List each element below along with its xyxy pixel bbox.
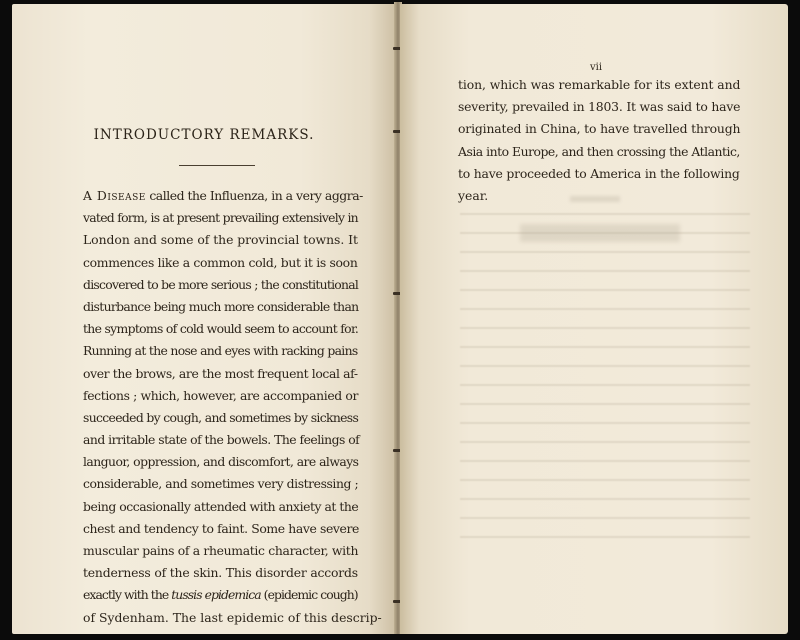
text-run: severity, prevailed in 1803. It was said to have (458, 99, 741, 115)
text-line-content (458, 188, 488, 203)
text-line (83, 274, 358, 296)
text-line-content (458, 163, 740, 185)
text-line (458, 118, 740, 140)
text-line-content (83, 185, 363, 207)
text-run: over the brows, are the most frequent local af- (83, 365, 358, 381)
text-line-content (83, 451, 358, 473)
text-line (83, 252, 358, 274)
text-line (83, 496, 358, 518)
text-run: languor, oppression, and discomfort, are always (83, 454, 359, 470)
text-line (83, 540, 358, 562)
right-page-text (458, 74, 740, 207)
text-run: muscular pains of a rheumatic character, with (83, 543, 359, 558)
text-run: Asia into Europe, and then crossing the Atlantic, (458, 143, 740, 159)
text-run: tenderness of the skin. This disorder accords (83, 565, 358, 581)
text-line-content (83, 274, 358, 296)
text-run: and irritable state of the bowels. The feelings of (83, 432, 360, 448)
text-line (83, 518, 358, 540)
text-run: the symptoms of cold would seem to account for. (83, 321, 359, 337)
text-run: disturbance being much more considerable than (83, 298, 359, 314)
text-line-content (83, 318, 358, 340)
text-line-content (83, 363, 358, 385)
text-run: fections ; which, however, are accompanied or (83, 387, 359, 403)
left-page-text (83, 185, 382, 629)
text-line (83, 207, 358, 229)
text-run: commences like a common cold, but it is soon (83, 254, 358, 270)
text-line (83, 562, 358, 584)
text-line (83, 473, 358, 495)
text-line (83, 607, 382, 629)
text-run: exactly with the (83, 587, 172, 603)
text-run: succeeded by cough, and sometimes by sickness (83, 409, 359, 425)
text-run: considerable, and sometimes very distressing ; (83, 476, 359, 492)
text-run: London and some of the provincial towns. It (83, 232, 358, 248)
text-run: (epidemic cough) (260, 587, 358, 603)
text-line (83, 363, 358, 385)
text-line-content (83, 385, 358, 407)
text-line (83, 584, 358, 606)
text-run: vated form, is at present prevailing extensively in (83, 210, 358, 226)
text-line (83, 429, 358, 451)
text-run: discovered to be more serious ; the constitutional (83, 276, 359, 292)
text-line-content (83, 610, 382, 625)
text-line (83, 318, 358, 340)
heading-rule (179, 165, 255, 166)
text-run: called the Influenza, in a very aggra- (145, 188, 363, 203)
text-line-content (83, 340, 358, 362)
text-line (458, 96, 740, 118)
text-line (458, 185, 740, 207)
page-number: vii (590, 62, 603, 73)
text-line (458, 74, 740, 96)
text-line-content (83, 496, 358, 518)
text-run: to have proceeded to America in the following (458, 165, 740, 181)
text-line-content (458, 96, 740, 118)
text-line (83, 451, 358, 473)
text-run: tion, which was remarkable for its extent and (458, 77, 741, 92)
text-line-content (83, 562, 358, 584)
text-line (83, 340, 358, 362)
text-line-content (83, 252, 358, 274)
text-run: chest and tendency to faint. Some have severe (83, 520, 359, 536)
text-line-content (83, 473, 358, 495)
text-line (83, 296, 358, 318)
text-line (83, 185, 363, 207)
text-run: Running at the nose and eyes with racking pains (83, 343, 358, 359)
section-heading: INTRODUCTORY REMARKS. (93, 127, 315, 143)
text-line-content (83, 518, 359, 540)
text-run: originated in China, to have travelled through (458, 121, 741, 137)
text-run: A Disease (83, 188, 146, 203)
text-line-content (83, 429, 359, 451)
text-line-content (83, 540, 358, 562)
text-line-content (83, 407, 358, 429)
text-line (83, 385, 358, 407)
text-run: being occasionally attended with anxiety at the (83, 498, 359, 514)
text-line (458, 163, 740, 185)
text-line (83, 407, 358, 429)
text-run: tussis epidemica (171, 587, 261, 603)
show-through-print (460, 209, 750, 549)
text-line-content (458, 74, 740, 96)
left-page (12, 4, 396, 634)
text-line (83, 229, 358, 251)
text-run: year. (458, 187, 489, 203)
text-line-content (458, 141, 740, 163)
text-line-content (83, 584, 358, 606)
text-line (458, 141, 740, 163)
text-line-content (83, 207, 358, 229)
right-page (400, 4, 788, 634)
text-line-content (83, 229, 358, 251)
text-line-content (83, 296, 358, 318)
text-run: of Sydenham. The last epidemic of this descrip- (83, 609, 382, 625)
text-line-content (458, 118, 740, 140)
